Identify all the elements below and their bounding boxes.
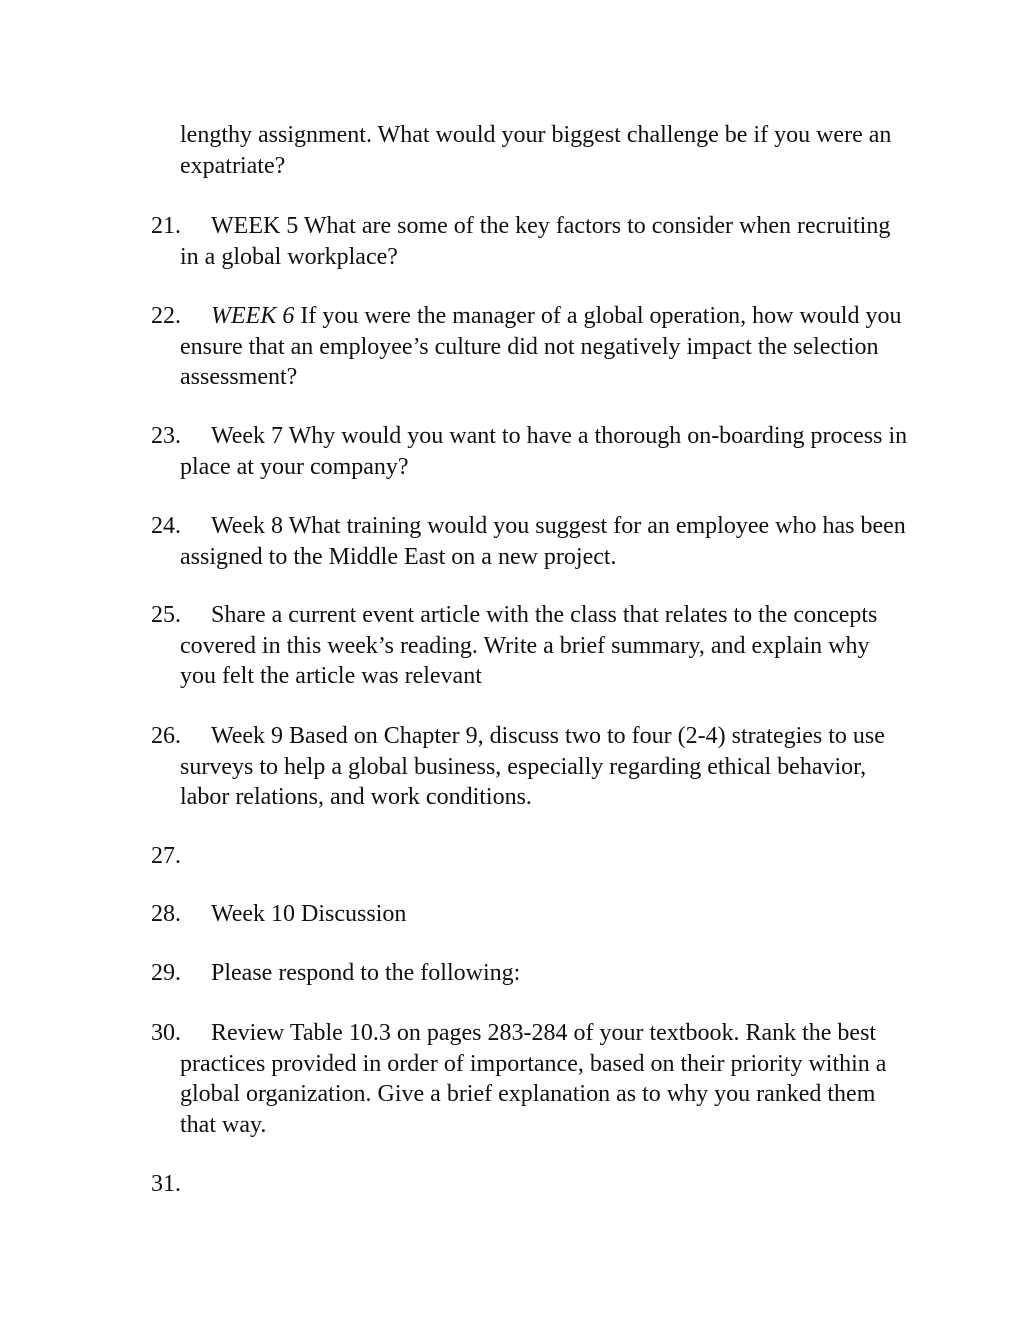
intro-paragraph: lengthy assignment. What would your biggest challenge be if you were an expatriate? (180, 122, 892, 179)
list-item-23 (151, 421, 911, 482)
list-item-28 (151, 899, 911, 930)
item-number: 27. (151, 843, 181, 869)
item-number: 26. (151, 723, 181, 749)
item-number: 29. (151, 960, 181, 986)
item-number: 24. (151, 513, 181, 539)
item-number: 31. (151, 1171, 181, 1197)
item-text: Share a current event article with the class that relates to the concepts covered in this week’s reading. Write a brief summary, and explain why you felt the article was relevant (180, 602, 878, 689)
item-number: 25. (151, 602, 181, 628)
item-text: Please respond to the following: (211, 960, 521, 986)
list-item-30 (151, 1018, 911, 1140)
item-number: 23. (151, 423, 181, 449)
list-item-26 (151, 721, 911, 813)
item-week-label: WEEK 6 (211, 303, 295, 329)
item-number: 28. (151, 901, 181, 927)
list-item-31 (151, 1169, 911, 1200)
item-text: Review Table 10.3 on pages 283-284 of your textbook. Rank the best practices provided in order of importance, based on their priority within a global organization. Give a brief explanation as to why you ranked them that way. (180, 1020, 887, 1138)
list-item-27 (151, 841, 911, 872)
item-text: Week 8 What training would you suggest for an employee who has been assigned to the Middle East on a new project. (180, 513, 906, 570)
item-number: 30. (151, 1020, 181, 1046)
item-number: 22. (151, 303, 181, 329)
item-number: 21. (151, 213, 181, 239)
list-item-24 (151, 511, 911, 572)
item-text: Week 9 Based on Chapter 9, discuss two to four (2-4) strategies to use surveys to help a global business, especially regarding ethical behavior, labor relations, and work conditions. (180, 723, 885, 810)
list-item-25 (151, 600, 911, 692)
item-text: Week 7 Why would you want to have a thorough on-boarding process in place at your company? (180, 423, 908, 480)
item-text: Week 10 Discussion (211, 901, 407, 927)
item-text: WEEK 5 What are some of the key factors to consider when recruiting in a global workplace? (180, 213, 891, 270)
item-text: If you were the manager of a global operation, how would you ensure that an employee’s culture did not negatively impact the selection assessment? (180, 303, 902, 390)
list-item-29 (151, 958, 911, 989)
list-item-21 (151, 211, 911, 272)
list-item-22 (151, 301, 911, 393)
